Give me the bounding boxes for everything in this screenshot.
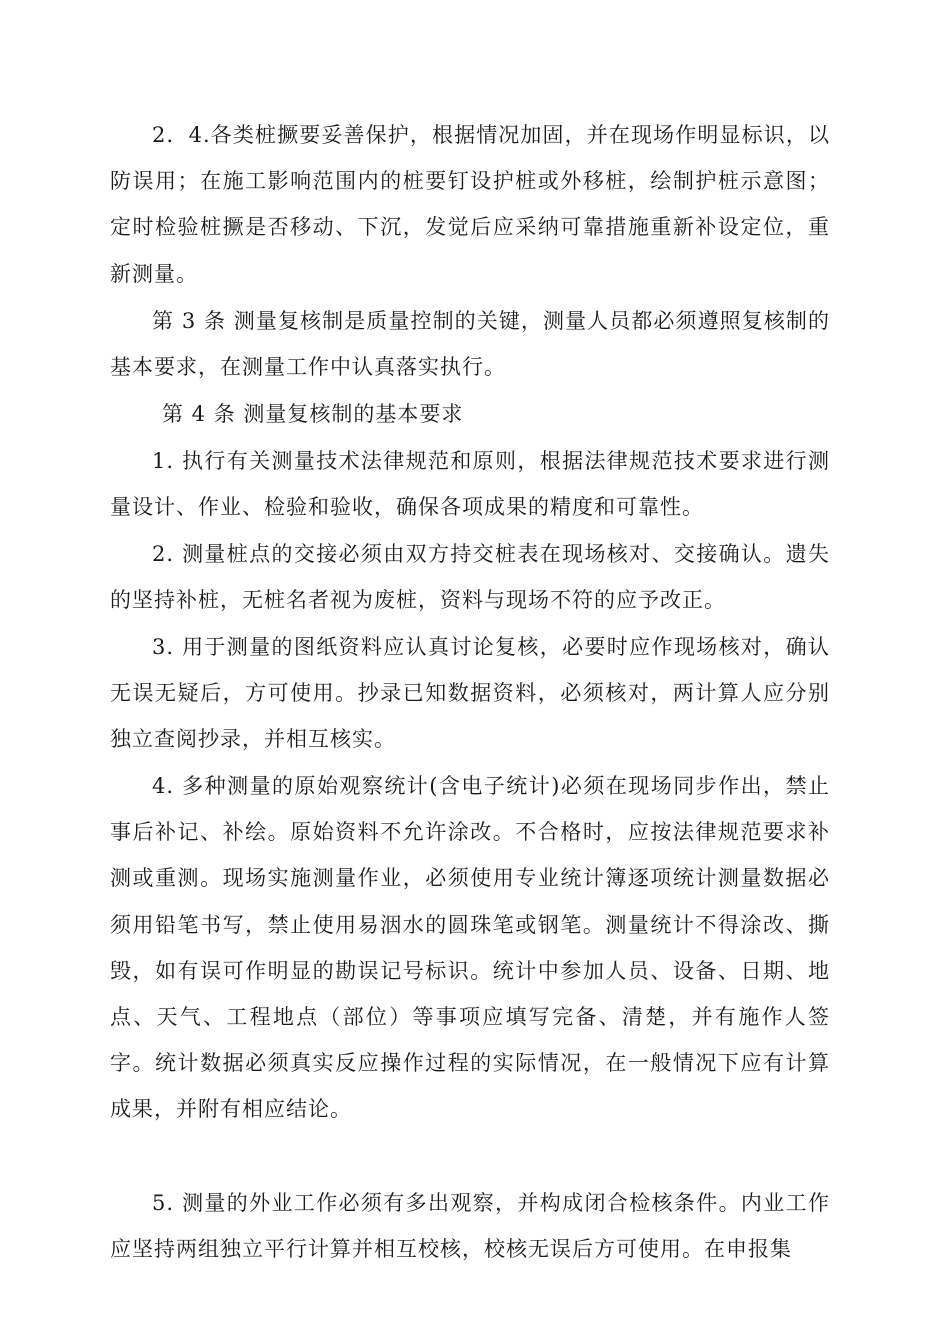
paragraph-item-5: 5. 测量的外业工作必须有多出观察，并构成闭合检核条件。内业工作应坚持两组独立平行计算并相互校核，校核无误后方可使用。在申报集 [110, 1191, 830, 1262]
paragraph-article-3: 第 3 条 测量复核制是质量控制的关键，测量人员都必须遵照复核制的基本要求，在测量工作中认真落实执行。 [110, 309, 830, 380]
paragraph-item-3: 3. 用于测量的图纸资料应认真讨论复核，必要时应作现场核对，确认无误无疑后，方可使用。抄录已知数据资料，必须核对，两计算人应分别独立查阅抄录，并相互核实。 [110, 635, 830, 752]
paragraph-item-1: 1. 执行有关测量技术法律规范和原则，根据法律规范技术要求进行测量设计、作业、检验和验收，确保各项成果的精度和可靠性。 [110, 449, 830, 520]
paragraph-item-4: 4. 多种测量的原始观察统计(含电子统计)必须在现场同步作出，禁止事后补记、补绘。原始资料不允许涂改。不合格时，应按法律规范要求补测或重测。现场实施测量作业，必须使用专业统计簿逐项统计测量数据必须用铅笔书写，禁止使用易洇水的圆珠笔或钢笔。测量统计不得涂改、撕毁，如有误可作明显的勘误记号标识。统计中参加人员、设备、日期、地点、天气、工程地点（部位）等事项应填写完备、清楚，并有施作人签字。统计数据必须真实反应操作过程的实际情况，在一般情况下应有计算成果，并附有相应结论。 [110, 774, 830, 1122]
heading-article-4: 第 4 条 测量复核制的基本要求 [162, 402, 464, 426]
paragraph-stake-protection: 2．4.各类桩撅要妥善保护，根据情况加固，并在现场作明显标识，以防误用；在施工影响范围内的桩要钉设护桩或外移桩，绘制护桩示意图；定时检验桩撅是否移动、下沉，发觉后应采纳可靠措施重新补设定位，重新测量。 [110, 123, 830, 286]
paragraph-item-2: 2. 测量桩点的交接必须由双方持交桩表在现场核对、交接确认。遗失的坚持补桩，无桩名者视为废桩，资料与现场不符的应予改正。 [110, 542, 830, 613]
